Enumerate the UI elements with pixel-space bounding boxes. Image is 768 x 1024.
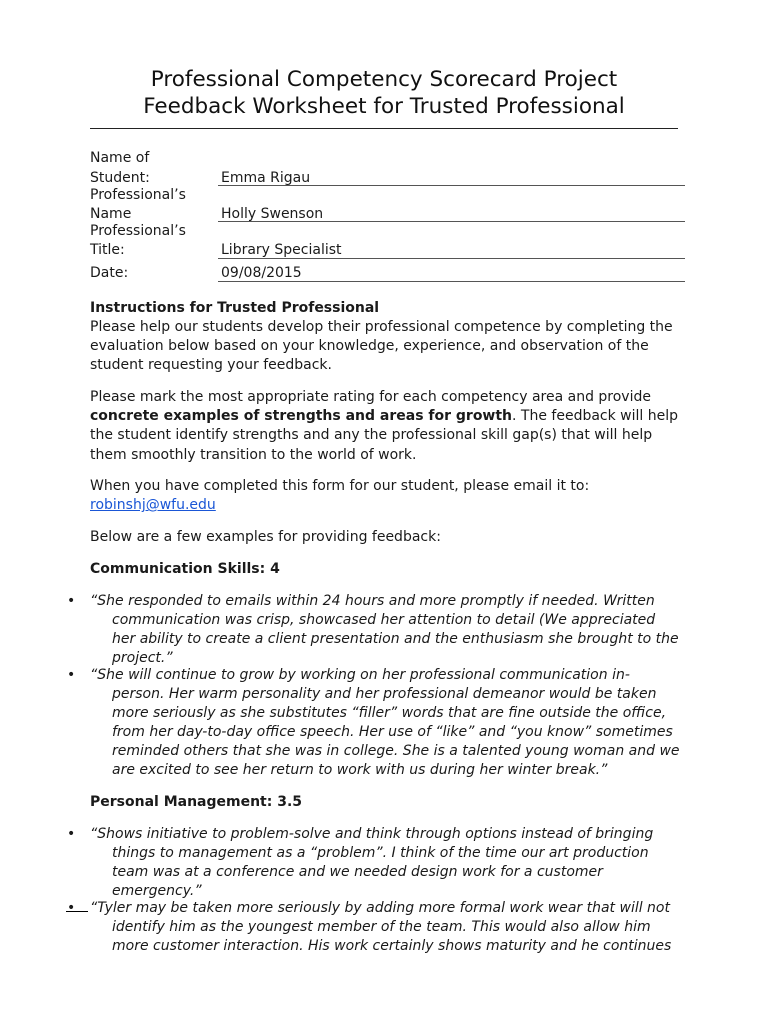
student-label-line2: Student: (90, 170, 150, 186)
instructions-paragraph-1: Please help our students develop their professional competence by completing the evaluation below based on your knowledge, experience, and observation of the student requesting your feedback. (90, 319, 673, 374)
instructions-heading: Instructions for Trusted Professional (90, 300, 380, 316)
bullet-marker: • (67, 826, 76, 842)
para2-text-start: Please mark the most appropriate rating for each competency area and provide (90, 389, 651, 405)
pro-name-label-line2: Name (90, 206, 132, 222)
pro-title-label-line2: Title: (90, 242, 125, 258)
pro-name-label-line1: Professional’s (90, 187, 186, 203)
para2-text-end: . The feedback will help the student identify strengths and any the professional skill gap(s) that will help them smoothly transition to the world of work. (90, 408, 679, 463)
pro-title-label-line1: Professional’s (90, 223, 186, 239)
personal-quote-1-text: “Shows initiative to problem-solve and think through options instead of bringing things to management as a “problem”. I think of the time our art production team was at a conference and we needed design work for a customer emergency.” (90, 826, 654, 899)
personal-quote-2 (90, 899, 680, 956)
professional-name-field[interactable]: Holly Swenson (221, 206, 324, 222)
professional-title-field[interactable]: Library Specialist (221, 242, 342, 258)
personal-quote-1 (90, 825, 680, 901)
bullet-marker: • (67, 667, 76, 683)
bullet-marker: • (67, 900, 76, 916)
document-title (90, 66, 678, 120)
para2-emphasis: concrete examples of strengths and areas for growth (90, 408, 513, 425)
instructions-paragraph-2 (90, 388, 680, 465)
professional-name-underline (218, 221, 685, 222)
title-line-1: Professional Competency Scorecard Project (150, 67, 618, 92)
email-link[interactable]: robinshj@wfu.edu (90, 497, 216, 514)
personal-management-heading: Personal Management: 3.5 (90, 794, 303, 810)
date-underline (218, 281, 685, 282)
date-field[interactable]: 09/08/2015 (221, 265, 302, 281)
email-instructions (90, 477, 680, 515)
communication-heading: Communication Skills: 4 (90, 561, 280, 577)
student-label-line1: Name of (90, 150, 150, 166)
bullet-marker: • (67, 593, 76, 609)
professional-title-underline (218, 258, 685, 259)
title-line-2: Feedback Worksheet for Trusted Professional (143, 94, 625, 119)
bullet-underline (66, 911, 88, 912)
email-intro: When you have completed this form for our student, please email it to: (90, 478, 590, 494)
communication-quote-1-text: “She responded to emails within 24 hours and more promptly if needed. Written communication was crisp, showcased her attention to detail (We appreciated her ability to create a client presentation and the enthusiasm she brought to the project.” (90, 593, 679, 666)
examples-intro: Below are a few examples for providing feedback: (90, 529, 441, 545)
communication-quote-2-text: “She will continue to grow by working on her professional communication in-person. Her warm personality and her professional demeanor would be taken more seriously as she substitutes “filler” words that are fine outside the office, from her day-to-day office speech. Her use of “like” and “you know” sometimes reminded others that she was in college. She is a talented young woman and we are excited to see her return to work with us during her winter break.” (90, 667, 680, 778)
student-name-underline (218, 185, 685, 186)
date-label: Date: (90, 265, 129, 281)
title-divider (90, 128, 678, 129)
personal-quote-2-text: “Tyler may be taken more seriously by adding more formal work wear that will not identify him as the youngest member of the team. This would also allow him more customer interaction. His work certainly shows maturity and he continues (90, 900, 672, 954)
student-name-field[interactable]: Emma Rigau (221, 170, 311, 186)
communication-quote-2 (90, 666, 680, 780)
communication-quote-1 (90, 592, 680, 668)
